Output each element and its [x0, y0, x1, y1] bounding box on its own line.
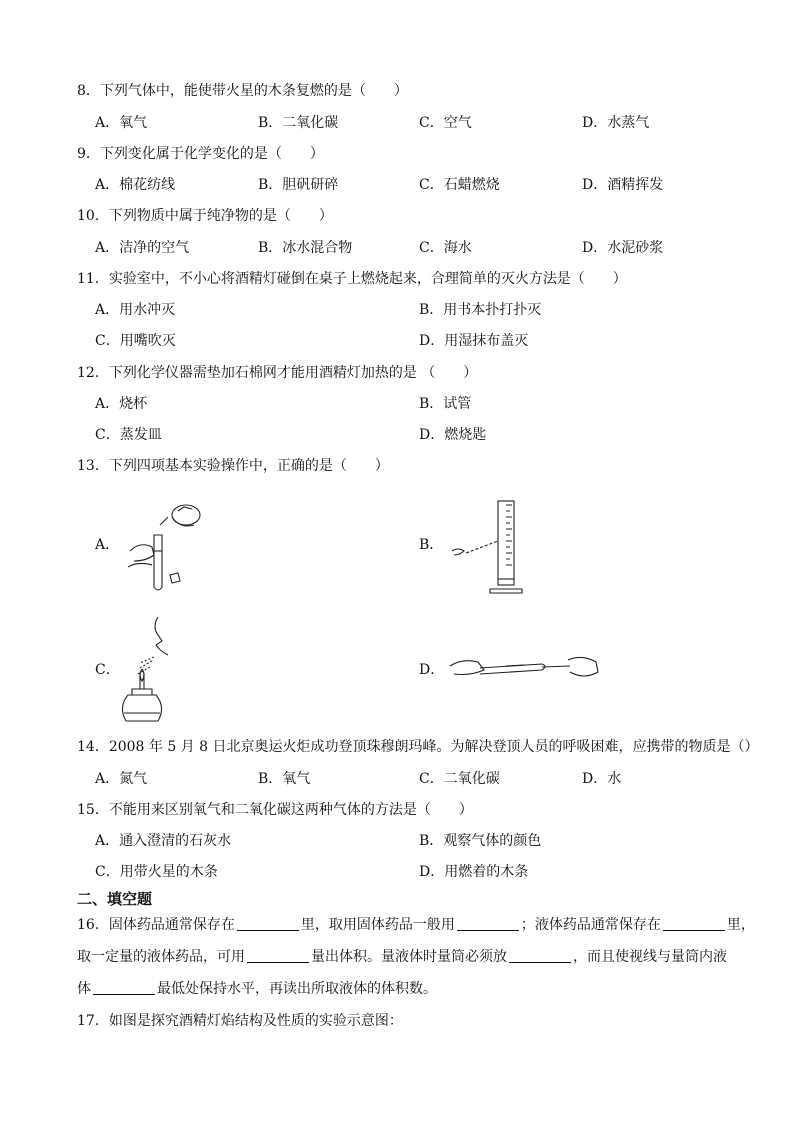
question-13-stem: 13．下列四项基本实验操作中，正确的是（ ） [77, 458, 389, 474]
q16-text: 最低处保持水平，再读出所取液体的体积数。 [157, 981, 437, 997]
q16-text: 16．固体药品通常保存在 [77, 917, 235, 933]
question-17-stem: 17．如图是探究酒精灯焰结构及性质的实验示意图： [77, 1013, 403, 1029]
q12-option-b[interactable]: B．试管 [419, 396, 472, 412]
q10-option-a[interactable]: A．洁净的空气 [95, 240, 190, 256]
question-11-stem: 11．实验室中，不小心将酒精灯碰倒在桌子上燃烧起来，合理简单的灭火方法是（ ） [77, 271, 627, 287]
q10-option-b[interactable]: B．冰水混合物 [258, 240, 353, 256]
q15-option-b[interactable]: B．观察气体的颜色 [419, 833, 542, 849]
q11-option-c[interactable]: C．用嘴吹灭 [95, 333, 176, 349]
q16-text: 里， [726, 917, 755, 933]
q13-option-b[interactable]: B． [419, 537, 444, 553]
answer-blank[interactable] [663, 916, 725, 931]
question-9-stem: 9．下列变化属于化学变化的是（ ） [77, 146, 324, 162]
q11-option-b[interactable]: B．用书本扑打扑灭 [419, 302, 542, 318]
q11-option-d[interactable]: D．用湿抹布盖灭 [419, 333, 529, 349]
question-10-stem: 10．下列物质中属于纯净物的是（ ） [77, 208, 333, 224]
q14-option-b[interactable]: B．氧气 [258, 771, 311, 787]
q15-option-c[interactable]: C．用带火星的木条 [95, 864, 218, 880]
q13-option-d[interactable]: D． [419, 662, 445, 678]
answer-blank[interactable] [247, 948, 309, 963]
q16-text: ；液体药品通常保存在 [520, 917, 661, 933]
q16-text: 体 [77, 981, 91, 997]
answer-blank[interactable] [457, 916, 519, 931]
question-14-stem: 14．2008 年 5 月 8 日北京奥运火炬成功登顶珠穆朗玛峰。为解决登顶人员的呼吸困难，应携带的物质是（） [77, 739, 759, 755]
question-8-stem: 8．下列气体中，能使带火星的木条复燃的是（ ） [77, 83, 408, 99]
q10-option-c[interactable]: C．海水 [419, 240, 472, 256]
q15-option-a[interactable]: A．通入澄清的石灰水 [95, 833, 232, 849]
q8-option-d[interactable]: D．水蒸气 [582, 115, 650, 131]
graduated-cylinder-figure [448, 495, 528, 595]
q16-line-1 [77, 915, 755, 935]
q9-option-c[interactable]: C．石蜡燃烧 [419, 177, 500, 193]
q9-option-b[interactable]: B．胆矾研碎 [258, 177, 339, 193]
section-heading: 二、填空题 [77, 890, 153, 908]
answer-blank[interactable] [509, 948, 571, 963]
blowing-alcohol-lamp-figure [118, 615, 188, 725]
q9-option-a[interactable]: A．棉花纺线 [95, 177, 176, 193]
q16-text: 量出体积。量液体时量筒必须放 [311, 949, 507, 965]
answer-blank[interactable] [93, 980, 155, 995]
question-12-stem: 12．下列化学仪器需垫加石棉网才能用酒精灯加热的是 （ ） [77, 365, 478, 381]
q14-option-d[interactable]: D．水 [582, 771, 622, 787]
q11-option-a[interactable]: A．用水冲灭 [95, 302, 176, 318]
q13-option-a[interactable]: A． [95, 537, 120, 553]
q8-option-c[interactable]: C．空气 [419, 115, 472, 131]
q14-option-c[interactable]: C．二氧化碳 [419, 771, 500, 787]
q15-option-d[interactable]: D．用燃着的木条 [419, 864, 529, 880]
q12-option-d[interactable]: D．燃烧匙 [419, 427, 487, 443]
q8-option-a[interactable]: A．氧气 [95, 115, 148, 131]
q16-line-2 [77, 947, 737, 967]
q13-option-c[interactable]: C． [95, 662, 120, 678]
test-tube-handling-figure [450, 650, 600, 690]
answer-blank[interactable] [237, 916, 299, 931]
q12-option-c[interactable]: C．蒸发皿 [95, 427, 162, 443]
question-15-stem: 15．不能用来区别氧气和二氧化碳这两种气体的方法是（ ） [77, 802, 473, 818]
q16-text: ，而且使视线与量筒内液 [573, 949, 727, 965]
q16-text: 里，取用固体药品一般用 [300, 917, 455, 933]
q10-option-d[interactable]: D．水泥砂浆 [582, 240, 664, 256]
pouring-liquid-figure [120, 495, 210, 595]
q14-option-a[interactable]: A．氮气 [95, 771, 148, 787]
q16-text: 取一定量的液体药品，可用 [77, 949, 245, 965]
q12-option-a[interactable]: A．烧杯 [95, 396, 148, 412]
q8-option-b[interactable]: B．二氧化碳 [258, 115, 339, 131]
q9-option-d[interactable]: D．酒精挥发 [582, 177, 664, 193]
q16-line-3 [77, 979, 737, 999]
